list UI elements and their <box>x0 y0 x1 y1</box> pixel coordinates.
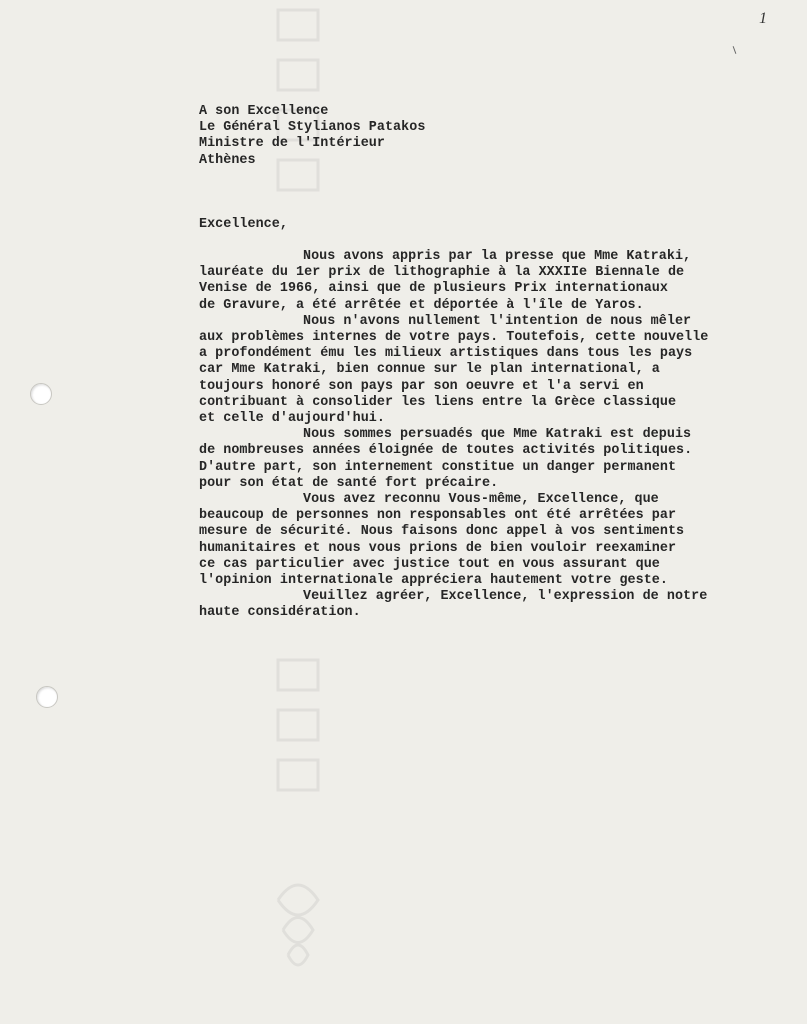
address-line: Ministre de l'Intérieur <box>199 136 385 152</box>
body-line: ce cas particulier avec justice tout en vous assurant que <box>199 556 660 572</box>
page-number: 1 <box>759 10 767 27</box>
body-line: aux problèmes internes de votre pays. Toutefois, cette nouvelle <box>199 330 709 346</box>
body-line: beaucoup de personnes non responsables ont été arrêtées par <box>199 508 677 524</box>
body-line: lauréate du 1er prix de lithographie à la XXXIIe Biennale de <box>199 265 685 281</box>
body-line: D'autre part, son internement constitue un danger permanent <box>199 459 677 475</box>
body-line: contribuant à consolider les liens entre la Grèce classique <box>199 394 677 410</box>
body-line: toujours honoré son pays par son oeuvre et l'a servi en <box>199 378 644 394</box>
body-line: de nombreuses années éloignée de toutes activités politiques. <box>199 443 693 459</box>
letter-body <box>199 249 708 622</box>
body-line: a profondément ému les milieux artistiques dans tous les pays <box>199 346 693 362</box>
address-line: Le Général Stylianos Patakos <box>199 120 426 136</box>
body-line: humanitaires et nous vous prions de bien vouloir reexaminer <box>199 540 677 556</box>
body-line: de Gravure, a été arrêtée et déportée à l'île de Yaros. <box>199 297 644 313</box>
body-line: car Mme Katraki, bien connue sur le plan international, a <box>199 362 660 378</box>
pencil-mark <box>733 46 737 54</box>
address-line: A son Excellence <box>199 104 329 119</box>
punch-hole <box>30 383 52 405</box>
paragraph-first-line: Nous n'avons nullement l'intention de nous mêler <box>303 313 692 329</box>
body-line: l'opinion internationale appréciera hautement votre geste. <box>199 573 668 589</box>
paragraph-first-line: Nous sommes persuadés que Mme Katraki est depuis <box>303 427 692 443</box>
body-line: Venise de 1966, ainsi que de plusieurs Prix internationaux <box>199 281 668 297</box>
paragraph-first-line: Vous avez reconnu Vous-même, Excellence, que <box>303 492 659 508</box>
punch-hole <box>36 686 58 708</box>
body-line: et celle d'aujourd'hui. <box>199 411 385 427</box>
paragraph-first-line: Veuillez agréer, Excellence, l'expression de notre <box>303 589 708 605</box>
salutation: Excellence, <box>199 217 288 232</box>
address-line: Athènes <box>199 152 256 168</box>
body-line: mesure de sécurité. Nous faisons donc appel à vos sentiments <box>199 524 685 540</box>
paragraph-first-line: Nous avons appris par la presse que Mme Katraki, <box>303 249 692 264</box>
recipient-address <box>199 104 425 169</box>
body-line: pour son état de santé fort précaire. <box>199 475 499 491</box>
body-line: haute considération. <box>199 605 361 621</box>
